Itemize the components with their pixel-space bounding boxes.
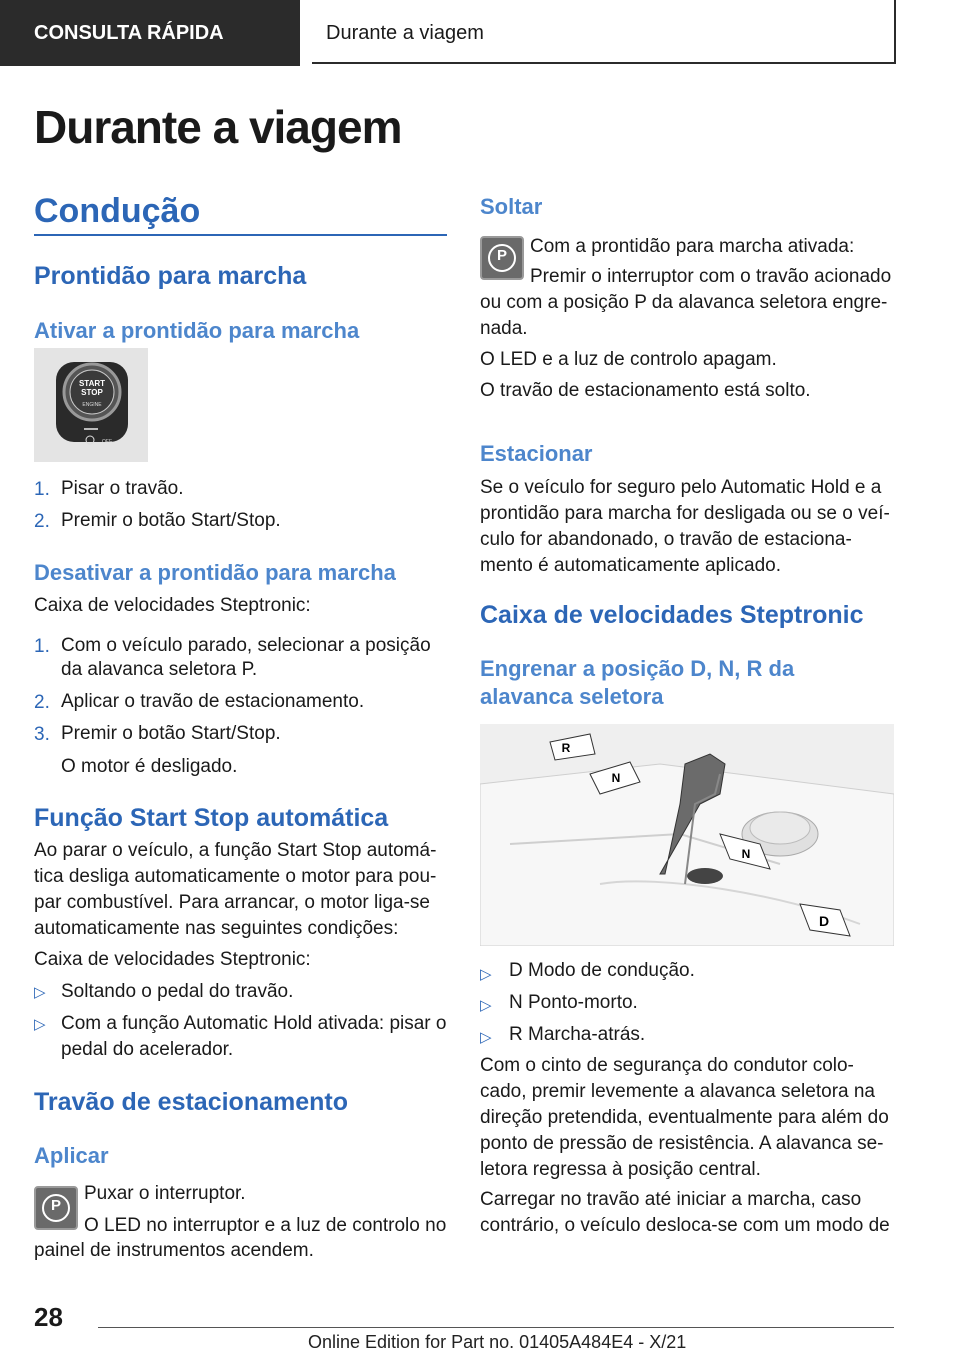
stop-label: STOP	[81, 388, 103, 397]
footer-edition-text: Online Edition for Part no. 01405A484E4 - X/21	[308, 1332, 687, 1352]
paragraph: O LED e a luz de controlo apagam.	[480, 349, 777, 370]
paragraph: Carregar no travão até iniciar a marcha, caso contrário, o veículo desloca-se com um modo de	[480, 1189, 890, 1236]
step-number: 2.	[34, 692, 50, 713]
step-number: 2.	[34, 511, 50, 532]
heading-travao: Travão de estacionamento	[34, 1088, 349, 1116]
paragraph: Premir o interruptor com o travão acionado	[530, 266, 892, 287]
paragraph: Ao parar o veículo, a função Start Stop automá- tica desliga automaticamente o motor para pou- par combustível. Para arrancar, o motor liga-se automaticamente nas seguintes condições:	[34, 840, 437, 939]
triangle-bullet-icon: ▷	[480, 1029, 492, 1046]
heading-ativar: Ativar a prontidão para marcha	[34, 318, 360, 343]
header-section-tab[interactable]: CONSULTA RÁPIDA	[0, 0, 298, 66]
list-item: Premir o botão Start/Stop.	[61, 723, 281, 744]
paragraph: O travão de estacionamento está solto.	[480, 380, 811, 401]
triangle-bullet-icon: ▷	[480, 966, 492, 983]
start-stop-button-image	[34, 348, 148, 462]
page-title: Durante a viagem	[34, 101, 402, 153]
page-number: 28	[34, 1302, 63, 1332]
heading-conducao: Condução	[34, 192, 201, 230]
heading-startstop: Função Start Stop automática	[34, 804, 389, 832]
heading-desativar: Desativar a prontidão para marcha	[34, 560, 396, 585]
paragraph: Com o cinto de segurança do condutor colo- cado, premir levemente a alavanca seletora na direção pretendida, eventualmente para além do ponto de pressão de resistência. A alavanca se- letora regressa à posição central.	[480, 1055, 889, 1180]
list-item: N Ponto-morto.	[509, 992, 638, 1013]
gear-n-label-lower: N	[741, 847, 751, 861]
heading-engrenar: Engrenar a posição D, N, R da alavanca seletora	[480, 656, 795, 709]
paragraph: Com a prontidão para marcha ativada:	[530, 236, 855, 257]
off-label: OFF	[102, 439, 112, 445]
footer-rule	[98, 1327, 894, 1328]
gear-selector-image	[480, 724, 894, 946]
parking-brake-icon: P	[480, 236, 524, 280]
triangle-bullet-icon: ▷	[34, 984, 46, 1001]
list-item: Aplicar o travão de estacionamento.	[61, 691, 365, 712]
engine-label: ENGINE	[82, 402, 102, 408]
header-title: Durante a viagem	[312, 0, 896, 64]
gear-n-label-upper: N	[611, 771, 621, 785]
paragraph: Caixa de velocidades Steptronic:	[34, 949, 311, 970]
list-item: Com o veículo parado, selecionar a posição	[61, 635, 431, 656]
step-number: 3.	[34, 724, 50, 745]
list-item: Pisar o travão.	[61, 478, 184, 499]
parking-brake-icon: P	[34, 1186, 78, 1230]
triangle-bullet-icon: ▷	[480, 997, 492, 1014]
paragraph: Se o veículo for seguro pelo Automatic Hold e a prontidão para marcha for desligada ou se o veí- culo for abandonado, o travão de estaciona- mento é automaticamente aplicado.	[480, 477, 890, 576]
gear-r-label: R	[561, 741, 571, 755]
list-item: O motor é desligado.	[61, 756, 238, 777]
paragraph: painel de instrumentos acendem.	[34, 1240, 314, 1261]
list-item: Soltando o pedal do travão.	[61, 981, 294, 1002]
step-number: 1.	[34, 636, 50, 657]
list-item: da alavanca seletora P.	[61, 659, 258, 680]
paragraph: Caixa de velocidades Steptronic:	[34, 595, 311, 616]
list-item: R Marcha-atrás.	[509, 1024, 646, 1045]
heading-prontidao: Prontidão para marcha	[34, 262, 307, 290]
heading-aplicar: Aplicar	[34, 1143, 109, 1168]
heading-caixa: Caixa de velocidades Steptronic	[480, 601, 864, 629]
step-number: 1.	[34, 479, 50, 500]
paragraph: ou com a posição P da alavanca seletora engre- nada.	[480, 292, 888, 339]
heading-estacionar: Estacionar	[480, 441, 593, 466]
start-label: START	[78, 379, 106, 388]
list-item: Premir o botão Start/Stop.	[61, 510, 281, 531]
list-item: Com a função Automatic Hold ativada: pisar o pedal do acelerador.	[61, 1013, 447, 1060]
gear-d-label: D	[818, 913, 830, 929]
list-item: D Modo de condução.	[509, 960, 695, 981]
paragraph: O LED no interruptor e a luz de controlo no	[84, 1215, 447, 1236]
heading-rule	[34, 234, 447, 236]
heading-soltar: Soltar	[480, 194, 543, 219]
triangle-bullet-icon: ▷	[34, 1016, 46, 1033]
paragraph: Puxar o interruptor.	[84, 1183, 246, 1204]
